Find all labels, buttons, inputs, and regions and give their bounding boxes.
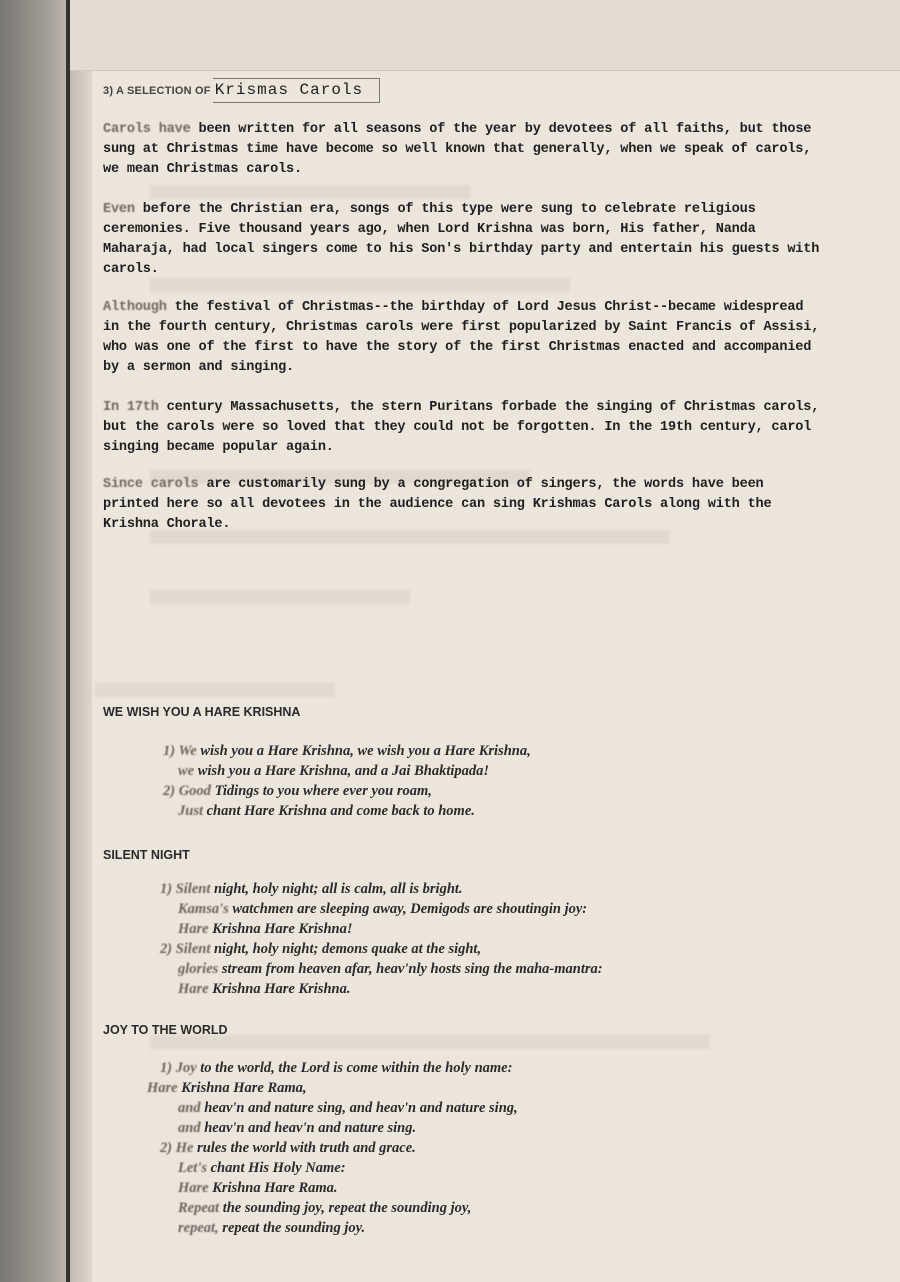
paragraph-congregation: Since carols are customarily sung by a congregation of singers, the words have been printed here so all devotees in the audience can sing Krishmas Carols along with the Krishna Chorale. xyxy=(103,477,772,532)
lyric-line: repeat, repeat the sounding joy. xyxy=(178,1220,366,1236)
lyric-line: Just chant Hare Krishna and come back to home. xyxy=(178,803,475,819)
lyric-line: Kamsa's watchmen are sleeping away, Demigods are shoutingin joy: xyxy=(178,901,588,917)
lyric-line: Hare Krishna Hare Rama, xyxy=(147,1080,307,1096)
section-heading xyxy=(103,78,823,102)
paragraph-before-christian-era: Even before the Christian era, songs of this type were sung to celebrate religious ceremonies. Five thousand years ago, when Lord Krishna was born, His father, Nanda Maharaja, had local singers come to his Son's birthday party and entertain his guests with carols. xyxy=(103,202,820,277)
song-title-we-wish-you: WE WISH YOU A HARE KRISHNA xyxy=(103,705,301,719)
paragraph-puritans: In 17th century Massachusetts, the stern Puritans forbade the singing of Christmas carols, but the carols were so loved that they could not be forgotten. In the 19th century, carol singing became popular again. xyxy=(103,400,820,455)
underlying-page-edge xyxy=(70,0,900,71)
lyric-line: Hare Krishna Hare Rama. xyxy=(178,1180,338,1196)
carols-document xyxy=(103,78,823,1236)
song-title-joy-to-the-world: JOY TO THE WORLD xyxy=(103,1023,228,1037)
lyric-line: and heav'n and nature sing, and heav'n and nature sing, xyxy=(178,1100,518,1116)
lyric-line: 2) Silent night, holy night; demons quake at the sight, xyxy=(160,941,482,957)
lyric-line: and heav'n and heav'n and nature sing. xyxy=(178,1120,417,1136)
song-title-silent-night: SILENT NIGHT xyxy=(103,848,190,862)
lyric-line: glories stream from heaven afar, heav'nly hosts sing the maha-mantra: xyxy=(178,961,603,977)
section-heading-prefix: 3) A SELECTION OF xyxy=(103,85,211,97)
lyric-line: 2) Good Tidings to you where ever you roam, xyxy=(163,783,432,799)
lyric-line: 1) Silent night, holy night; all is calm, all is bright. xyxy=(160,881,463,897)
lyric-line: Hare Krishna Hare Krishna! xyxy=(178,921,353,937)
paragraph-carols-intro: Carols have been written for all seasons of the year by devotees of all faiths, but those sung at Christmas time have become so well known that generally, when we speak of carols, we mean Christmas carols. xyxy=(103,122,812,177)
lyric-line: Let's chant His Holy Name: xyxy=(178,1160,346,1176)
lyric-line: we wish you a Hare Krishna, and a Jai Bhaktipada! xyxy=(178,763,490,779)
page-binding-shadow xyxy=(0,0,92,1282)
paragraph-festival-of-christmas: Although the festival of Christmas--the birthday of Lord Jesus Christ--became widespread in the fourth century, Christmas carols were first popularized by Saint Francis of Assisi, who was one of the first to have the story of the first Christmas enacted and accompanied by a sermon and singing. xyxy=(103,300,820,375)
section-heading-title: Krismas Carols xyxy=(213,78,380,103)
lyric-line: 1) Joy to the world, the Lord is come within the holy name: xyxy=(160,1060,513,1076)
lyric-line: Repeat the sounding joy, repeat the sounding joy, xyxy=(178,1200,472,1216)
song-lyrics-silent-night xyxy=(160,879,603,999)
lyric-line: 2) He rules the world with truth and grace. xyxy=(160,1140,416,1156)
lyric-line: Hare Krishna Hare Krishna. xyxy=(178,981,351,997)
binding-edge xyxy=(66,0,70,1282)
song-lyrics-we-wish-you xyxy=(163,741,531,821)
song-lyrics-joy-to-the-world xyxy=(147,1058,518,1238)
lyric-line: 1) We wish you a Hare Krishna, we wish you a Hare Krishna, xyxy=(163,743,531,759)
